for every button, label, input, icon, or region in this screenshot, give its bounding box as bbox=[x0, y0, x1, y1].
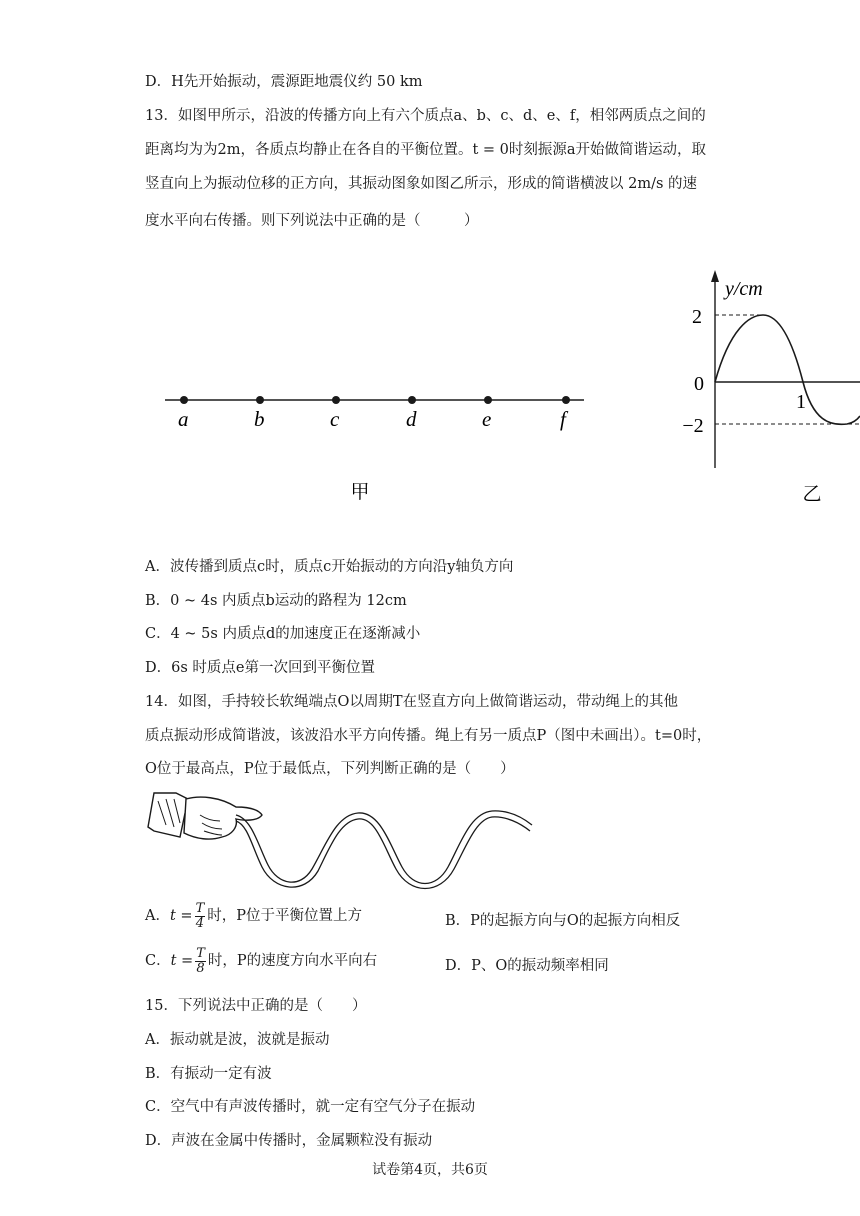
q14-stem-line3: O位于最高点，P位于最低点，下列判断正确的是（ ） bbox=[145, 761, 515, 777]
tick-0: 0 bbox=[694, 373, 704, 395]
tick-neg2: −2 bbox=[682, 415, 704, 437]
q13-stem-line3: 竖直向上为振动位移的正方向，其振动图象如图乙所示，形成的简谐横波以 2m/s 的速 bbox=[145, 176, 698, 192]
point-label-b: b bbox=[254, 407, 265, 431]
cuff-outline bbox=[148, 793, 188, 837]
q14-option-d: D．P、O的振动频率相同 bbox=[445, 958, 609, 974]
fraction-t-over-8: $\frac{T}{8}$ bbox=[196, 945, 205, 976]
tick-2: 2 bbox=[692, 306, 702, 328]
fraction-t-over-4: $\frac{T}{4}$ bbox=[195, 900, 205, 931]
point-label-d: d bbox=[406, 407, 417, 431]
point-label-f: f bbox=[560, 407, 566, 431]
figure-rope bbox=[140, 785, 540, 895]
point-label-a: a bbox=[178, 407, 189, 431]
rope-inner bbox=[236, 817, 530, 889]
q13-option-c: C．4 ~ 5s 内质点d的加速度正在逐渐减小 bbox=[145, 626, 421, 642]
q14-stem-line2: 质点振动形成简谐波，该波沿水平方向传播。绳上有另一质点P（图中未画出）。t=0时， bbox=[145, 728, 712, 744]
q14-option-c: C．t = $\frac{T}{8}$ 时，P的速度方向水平向右 bbox=[145, 945, 378, 976]
page-footer: 试卷第4页，共6页 bbox=[372, 1162, 488, 1178]
point-d bbox=[408, 396, 416, 404]
q13-option-a: A．波传播到质点c时，质点c开始振动的方向沿y轴负方向 bbox=[145, 559, 514, 575]
point-f bbox=[562, 396, 570, 404]
figure-yi-caption: 乙 bbox=[802, 484, 822, 505]
figure-jia bbox=[160, 380, 600, 510]
q15-stem: 15．下列说法中正确的是（ ） bbox=[145, 998, 367, 1014]
q15-option-b: B．有振动一定有波 bbox=[145, 1066, 272, 1082]
q14-stem-line1: 14．如图，手持较长软绳端点O以周期T在竖直方向上做简谐运动，带动绳上的其他 bbox=[145, 694, 679, 710]
tick-1: 1 bbox=[796, 391, 806, 413]
point-c bbox=[332, 396, 340, 404]
point-b bbox=[256, 396, 264, 404]
figure-jia-caption: 甲 bbox=[350, 482, 370, 503]
q13-stem-line1: 13．如图甲所示，沿波的传播方向上有六个质点a、b、c、d、e、f，相邻两质点之间的 bbox=[145, 108, 706, 124]
q14-option-a: A．t = $\frac{T}{4}$ 时，P位于平衡位置上方 bbox=[145, 900, 363, 931]
y-axis-arrow bbox=[711, 270, 719, 282]
q13-option-d: D．6s 时质点e第一次回到平衡位置 bbox=[145, 660, 375, 676]
figure-yi bbox=[675, 268, 860, 508]
q15-option-c: C．空气中有声波传播时，就一定有空气分子在振动 bbox=[145, 1099, 476, 1115]
point-a bbox=[180, 396, 188, 404]
q15-option-d: D．声波在金属中传播时，金属颗粒没有振动 bbox=[145, 1133, 433, 1149]
hand-outline bbox=[184, 797, 262, 839]
point-e bbox=[484, 396, 492, 404]
q12-option-d: D．H先开始振动，震源距地震仪约 50 km bbox=[145, 74, 423, 90]
vibration-curve bbox=[715, 315, 860, 424]
q13-option-b: B．0 ~ 4s 内质点b运动的路程为 12cm bbox=[145, 593, 407, 609]
q15-option-a: A．振动就是波，波就是振动 bbox=[145, 1032, 330, 1048]
point-label-e: e bbox=[482, 407, 492, 431]
q14-option-b: B．P的起振方向与O的起振方向相反 bbox=[445, 913, 681, 929]
y-axis-label: y/cm bbox=[725, 278, 763, 300]
point-label-c: c bbox=[330, 407, 340, 431]
q13-stem-line4: 度水平向右传播。则下列说法中正确的是（ ） bbox=[145, 213, 479, 229]
q13-stem-line2: 距离均为为2m，各质点均静止在各自的平衡位置。t = 0时刻振源a开始做简谐运动，取 bbox=[145, 142, 707, 158]
rope-outer bbox=[236, 811, 532, 884]
